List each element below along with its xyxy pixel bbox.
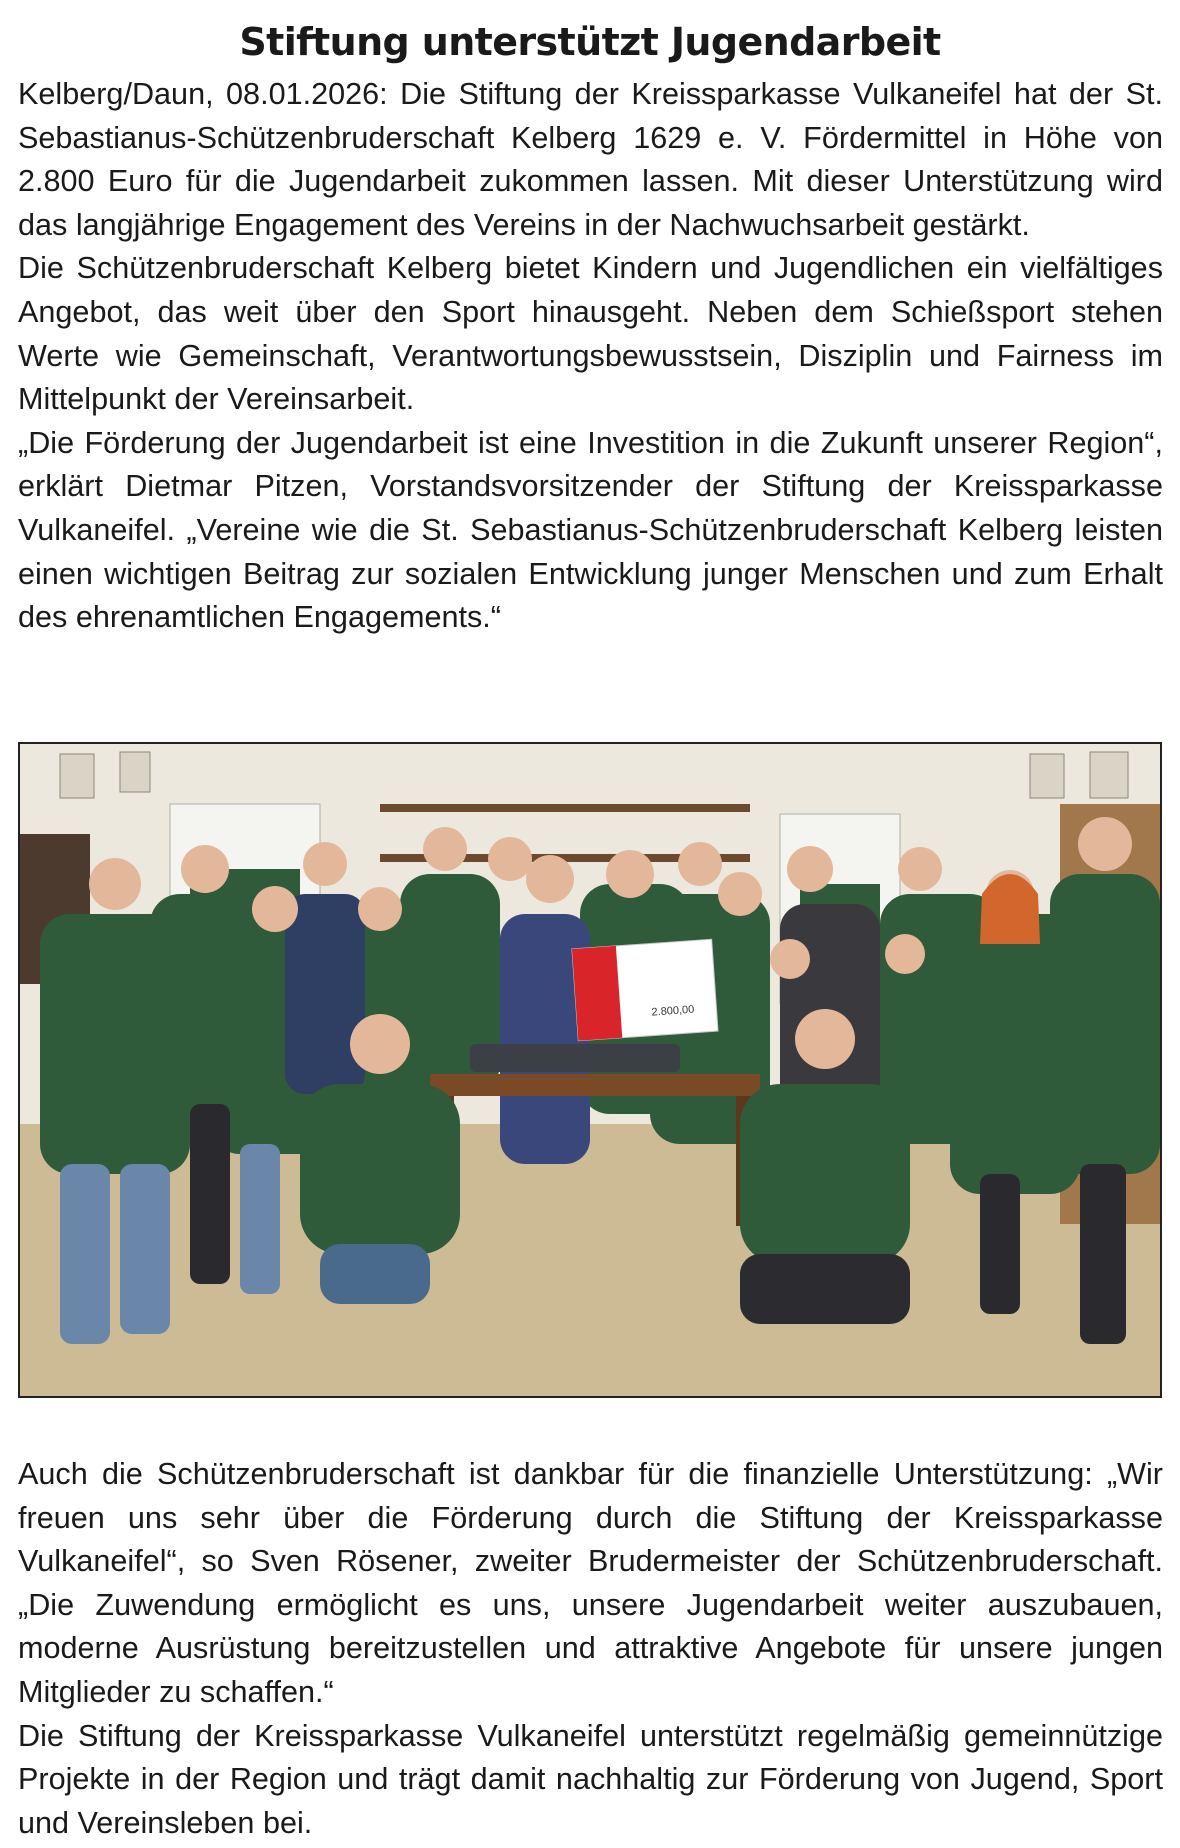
paragraph-3: „Die Förderung der Jugendarbeit ist eine Investition in die Zukunft unserer Region“, erklärt Dietmar Pitzen, Vorstandsvorsitzender der Stiftung der Kreissparkasse Vulkaneifel. „Vereine wie die St. Sebastianus-Schützenbruderschaft Kelberg leisten einen wichtigen Beitrag zur sozialen Entwicklung junger Menschen und zum Erhalt des ehrenamtlichen Engagements.“ (18, 425, 1163, 635)
paragraph-1: Kelberg/Daun, 08.01.2026: Die Stiftung der Kreissparkasse Vulkaneifel hat der St. Sebastianus-Schützenbruderschaft Kelberg 1629 e. V. Fördermittel in Höhe von 2.800 Euro für die Jugendarbeit zukommen lassen. Mit dieser Unterstützung wird das langjährige Engagement des Vereins in der Nachwuchsarbeit gestärkt. (18, 77, 1163, 242)
article-body-top (18, 73, 1163, 640)
paragraph-4: Auch die Schützenbruderschaft ist dankbar für die finanzielle Unterstützung: „Wir freuen uns sehr über die Förderung durch die Stiftung der Kreissparkasse Vulkaneifel“, so Sven Rösener, zweiter Brudermeister der Schützenbruderschaft. „Die Zuwendung ermöglicht es uns, unsere Jugendarbeit weiter auszubauen, moderne Ausrüstung bereitzustellen und attraktive Angebote für unsere jungen Mitglieder zu schaffen.“ (18, 1457, 1163, 1709)
group-photo (18, 742, 1162, 1398)
cheque-amount: 2.800,00 (651, 1003, 695, 1019)
paragraph-5: Die Stiftung der Kreissparkasse Vulkaneifel unterstützt regelmäßig gemeinnützige Projekte in der Region und trägt damit nachhaltig zur Förderung von Jugend, Sport und Vereinsleben bei. (18, 1718, 1163, 1840)
group-photo-illustration (20, 744, 1160, 1396)
paragraph-2: Die Schützenbruderschaft Kelberg bietet Kindern und Jugendlichen ein vielfältiges Angebot, das weit über den Sport hinausgeht. Neben dem Schießsport stehen Werte wie Gemeinschaft, Verantwortungsbewusstsein, Disziplin und Fairness im Mittelpunkt der Vereinsarbeit. (18, 251, 1163, 417)
article-body-bottom (18, 1453, 1163, 1845)
article-headline: Stiftung unterstützt Jugendarbeit (239, 20, 941, 64)
